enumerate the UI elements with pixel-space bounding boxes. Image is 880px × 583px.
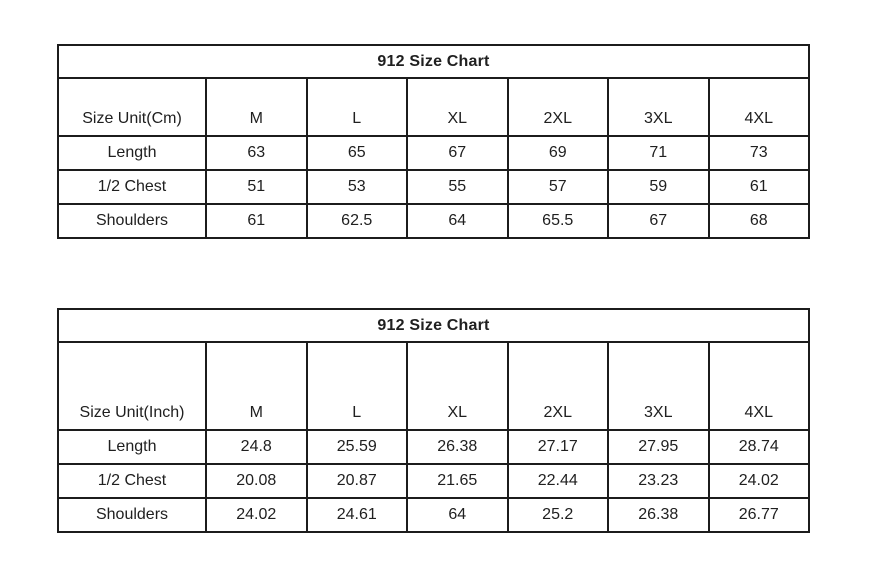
value-cell: 24.02 <box>206 498 307 532</box>
size-column-header: 4XL <box>709 78 810 136</box>
value-cell: 20.87 <box>307 464 408 498</box>
value-cell: 53 <box>307 170 408 204</box>
table-header-row <box>58 342 809 430</box>
value-cell: 25.59 <box>307 430 408 464</box>
size-chart-table-inch <box>57 308 810 533</box>
row-label-cell: 1/2 Chest <box>58 464 206 498</box>
size-column-header: 3XL <box>608 342 709 430</box>
value-cell: 63 <box>206 136 307 170</box>
value-cell: 68 <box>709 204 810 238</box>
table-row <box>58 464 809 498</box>
value-cell: 67 <box>407 136 508 170</box>
table-row <box>58 170 809 204</box>
size-column-header: L <box>307 342 408 430</box>
row-label-cell: Shoulders <box>58 498 206 532</box>
chart-title: 912 Size Chart <box>58 45 809 78</box>
size-chart-table-cm <box>57 44 810 239</box>
row-label-cell: Shoulders <box>58 204 206 238</box>
value-cell: 64 <box>407 498 508 532</box>
table-row <box>58 136 809 170</box>
value-cell: 57 <box>508 170 609 204</box>
value-cell: 20.08 <box>206 464 307 498</box>
value-cell: 21.65 <box>407 464 508 498</box>
value-cell: 55 <box>407 170 508 204</box>
value-cell: 22.44 <box>508 464 609 498</box>
unit-label-cell: Size Unit(Inch) <box>58 342 206 430</box>
value-cell: 64 <box>407 204 508 238</box>
value-cell: 25.2 <box>508 498 609 532</box>
value-cell: 23.23 <box>608 464 709 498</box>
value-cell: 69 <box>508 136 609 170</box>
value-cell: 27.17 <box>508 430 609 464</box>
table-row <box>58 430 809 464</box>
row-label-cell: 1/2 Chest <box>58 170 206 204</box>
size-column-header: M <box>206 78 307 136</box>
table-title-row <box>58 45 809 78</box>
row-label-cell: Length <box>58 136 206 170</box>
size-column-header: 2XL <box>508 342 609 430</box>
size-column-header: XL <box>407 342 508 430</box>
size-column-header: 2XL <box>508 78 609 136</box>
value-cell: 24.02 <box>709 464 810 498</box>
value-cell: 67 <box>608 204 709 238</box>
row-label-cell: Length <box>58 430 206 464</box>
table-row <box>58 204 809 238</box>
table-header-row <box>58 78 809 136</box>
value-cell: 65.5 <box>508 204 609 238</box>
table-row <box>58 498 809 532</box>
size-column-header: XL <box>407 78 508 136</box>
size-column-header: 3XL <box>608 78 709 136</box>
unit-label-cell: Size Unit(Cm) <box>58 78 206 136</box>
value-cell: 65 <box>307 136 408 170</box>
value-cell: 61 <box>206 204 307 238</box>
size-column-header: M <box>206 342 307 430</box>
value-cell: 28.74 <box>709 430 810 464</box>
size-column-header: L <box>307 78 408 136</box>
value-cell: 26.38 <box>407 430 508 464</box>
value-cell: 24.61 <box>307 498 408 532</box>
value-cell: 62.5 <box>307 204 408 238</box>
size-column-header: 4XL <box>709 342 810 430</box>
value-cell: 26.77 <box>709 498 810 532</box>
value-cell: 51 <box>206 170 307 204</box>
value-cell: 61 <box>709 170 810 204</box>
value-cell: 24.8 <box>206 430 307 464</box>
value-cell: 26.38 <box>608 498 709 532</box>
value-cell: 71 <box>608 136 709 170</box>
chart-title: 912 Size Chart <box>58 309 809 342</box>
table-title-row <box>58 309 809 342</box>
value-cell: 59 <box>608 170 709 204</box>
value-cell: 27.95 <box>608 430 709 464</box>
value-cell: 73 <box>709 136 810 170</box>
